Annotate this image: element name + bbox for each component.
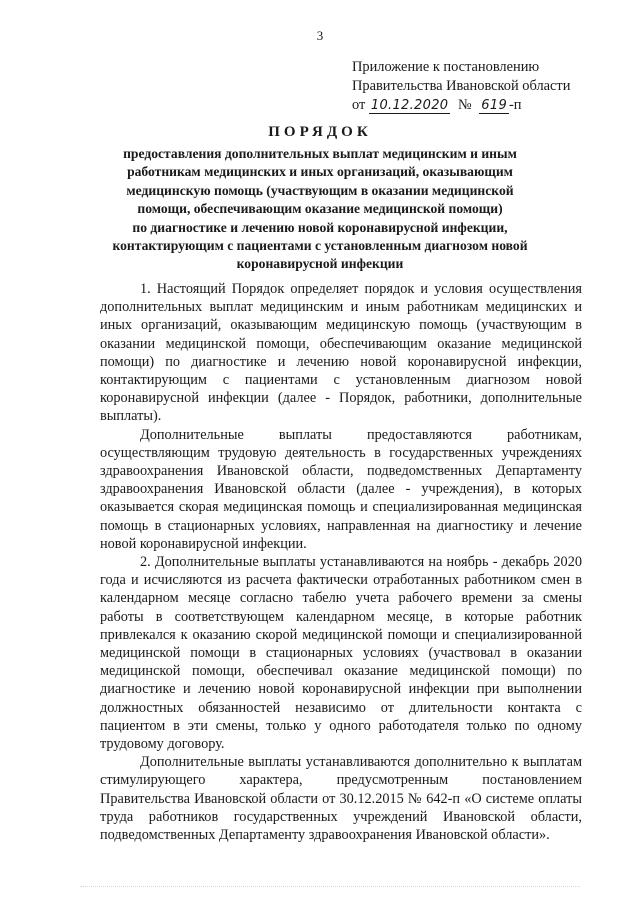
number-sign: №	[457, 97, 472, 113]
paragraph-1: 1. Настоящий Порядок определяет порядок и условия осуществления дополнительных выплат медицинским и иным работникам медицинских и иных организаций, оказывающим медицинскую помощь (участвующим в оказании медицинской помощи, обеспечивающим оказание медицинской помощи) по диагностике и лечению новой коронавирусной инфекции, контактирующим с пациентами с установленным диагнозом новой коронавирусной инфекции (далее - Порядок, работники, дополнительные выплаты).	[100, 281, 582, 425]
subtitle-line: предоставления дополнительных выплат медицинским и иным	[123, 146, 517, 161]
subtitle-line: контактирующим с пациентами с установленным диагнозом новой	[112, 238, 528, 254]
handwritten-date: 10.12.2020	[370, 98, 449, 113]
page-number: 3	[316, 28, 324, 43]
paragraph-3: 2. Дополнительные выплаты устанавливаются на ноябрь - декабрь 2020 года и исчисляются из расчета фактически отработанных работником смен в календарном месяце согласно табелю учета рабочего времени за смены работы в соответствующем календарном месяце, в которые работник привлекался к оказанию скорой медицинской помощи и специализированной медицинской помощи в стационарных условиях (участвовал в оказании медицинской помощи, обеспечивал оказание медицинской помощи) по диагностике и лечению новой коронавирусной инфекции при выполнении должностных обязанностей независимо от длительности контакта с пациентом в эти смены, только у одного работодателя только по одному трудовому договору.	[100, 554, 582, 753]
handwritten-number: 619	[481, 98, 508, 113]
paragraph-4: Дополнительные выплаты устанавливаются дополнительно к выплатам стимулирующего характера, предусмотренным постановлением Правительства Ивановской области от 30.12.2015 № 642-п «О системе оплаты труда работников государственных учреждений Ивановской области, подведомственных Департаменту здравоохранения Ивановской области».	[100, 754, 582, 844]
subtitle-line: коронавирусной инфекции	[236, 256, 404, 272]
paragraph-2: Дополнительные выплаты предоставляются работникам, осуществляющим трудовую деятельность в государственных учреждениях здравоохранения Ивановской области, подведомственных Департаменту здравоохранения Ивановской области (далее - учреждения), в которых оказывается скорая медицинская помощь и специализированная медицинская помощь в стационарных условиях, направленная на диагностику и лечение новой коронавирусной инфекции.	[100, 426, 582, 552]
document-title: ПОРЯДОК	[268, 124, 372, 140]
appendix-block	[352, 58, 592, 115]
subtitle-line: работникам медицинских и иных организаций, оказывающим	[127, 164, 513, 180]
appendix-from-prefix: от	[352, 97, 366, 113]
number-suffix: -п	[509, 97, 522, 113]
document-body	[100, 280, 582, 844]
subtitle-line: медицинскую помощь (участвующим в оказании медицинской	[126, 182, 514, 198]
subtitle-line: помощи, обеспечивающим оказание медицинской помощи)	[137, 201, 503, 217]
document-subtitle	[100, 145, 540, 274]
appendix-line-1: Приложение к постановлению	[352, 59, 540, 75]
appendix-line-2: Правительства Ивановской области	[352, 78, 571, 94]
appendix-date-line	[352, 96, 592, 115]
scan-artifact-divider	[80, 886, 580, 893]
subtitle-line: по диагностике и лечению новой коронавирусной инфекции,	[132, 219, 508, 235]
